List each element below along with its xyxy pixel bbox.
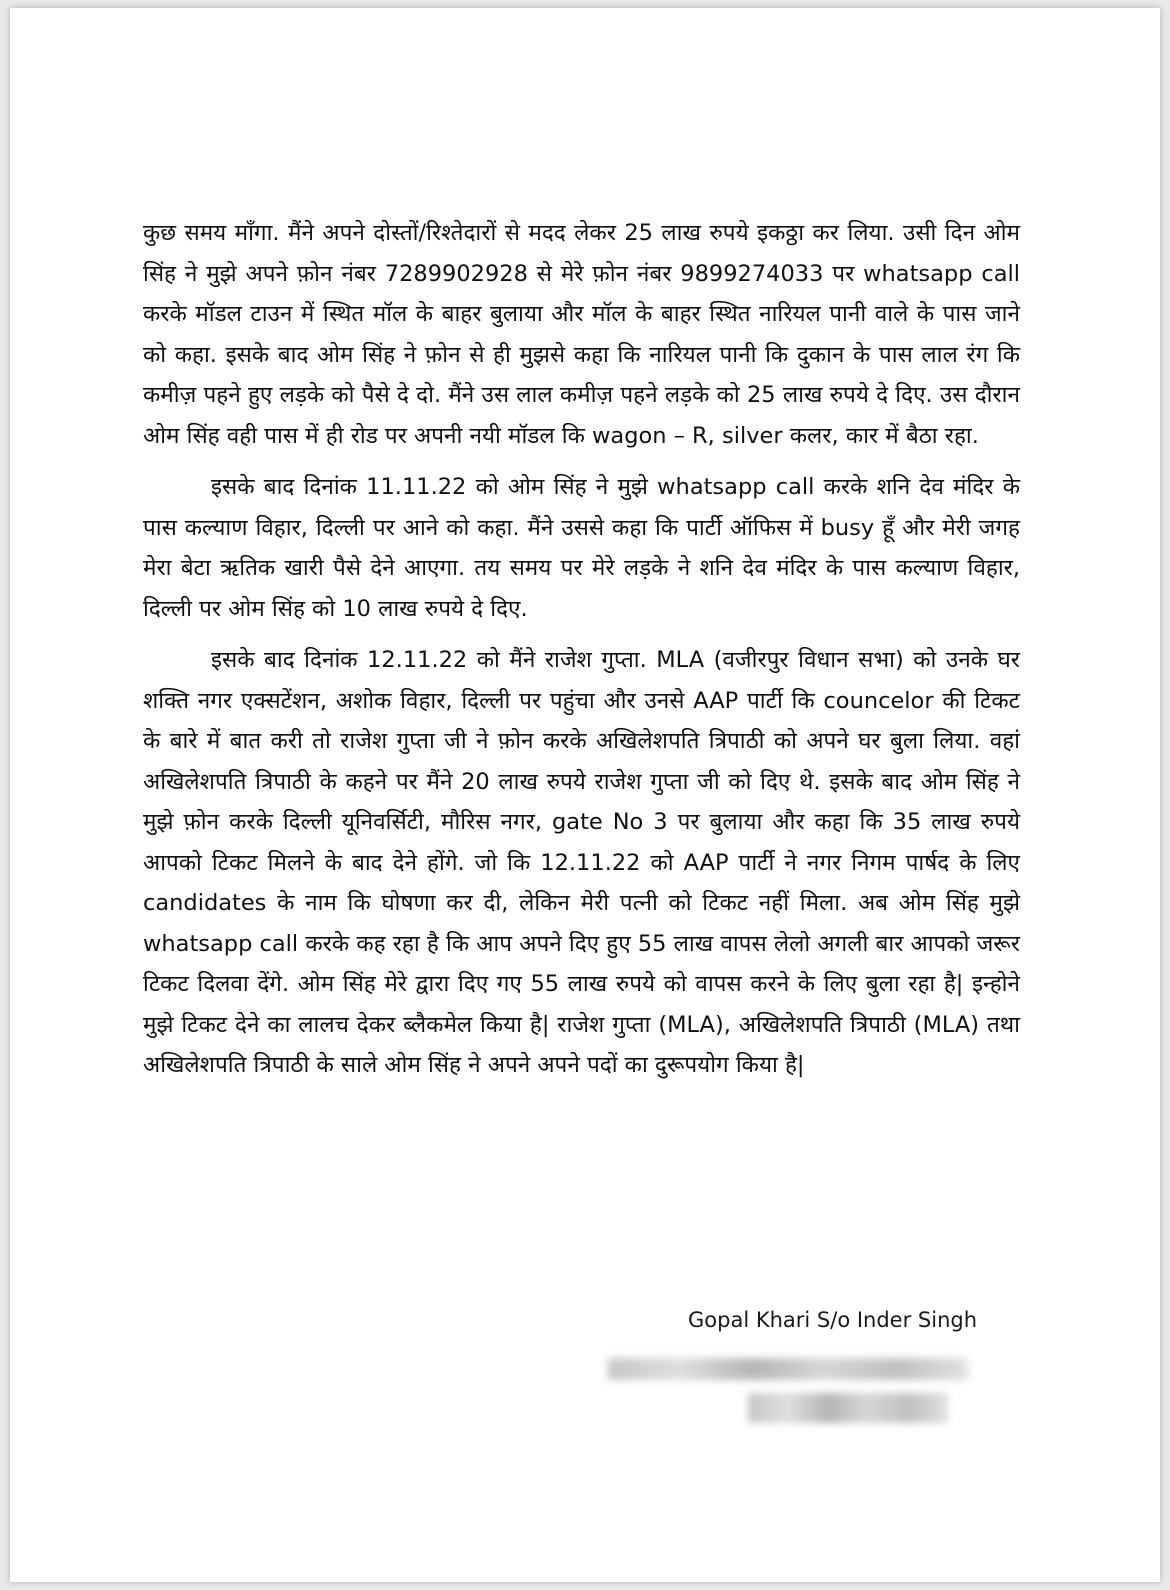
paragraph-2: इसके बाद दिनांक 11.11.22 को ओम सिंह ने मुझे whatsapp call करके शनि देव मंदिर के पास कल्याण विहार, दिल्ली पर आने को कहा. मैंने उससे कहा कि पार्टी ऑफिस में busy हूँ और मेरी जगह मेरा बेटा ऋतिक खारी पैसे देने आएगा. तय समय पर मेरे लड़के ने शनि देव मंदिर के पास कल्याण विहार, दिल्ली पर ओम सिंह को 10 लाख रुपये दे दिए. [143, 474, 1020, 622]
redacted-address-line [608, 1358, 968, 1380]
signature-block [598, 1298, 1018, 1438]
paragraph-1: कुछ समय माँगा. मैंने अपने दोस्तों/रिश्तेदारों से मदद लेकर 25 लाख रुपये इकठ्ठा कर लिया. उसी दिन ओम सिंह ने मुझे अपने फ़ोन नंबर 7289902928 से मेरे फ़ोन नंबर 9899274033 पर whatsapp call करके मॉडल टाउन में स्थित मॉल के बाहर बुलाया और मॉल के बाहर स्थित नारियल पानी वाले के पास जाने को कहा. इसके बाद ओम सिंह ने फ़ोन से ही मुझसे कहा कि नारियल पानी कि दुकान के पास लाल रंग कि कमीज़ पहने हुए लड़के को पैसे दे दो. मैंने उस लाल कमीज़ पहने लड़के को 25 लाख रुपये दे दिए. उस दौरान ओम सिंह वही पास में ही रोड पर अपनी नयी मॉडल कि wagon – R, silver कलर, कार में बैठा रहा. [143, 220, 1020, 449]
letter-body [143, 213, 1020, 1086]
signature-name: Gopal Khari S/o Inder Singh [688, 1308, 978, 1332]
redacted-phone-line [748, 1393, 948, 1423]
paragraph-3: इसके बाद दिनांक 12.11.22 को मैंने राजेश गुप्ता. MLA (वजीरपुर विधान सभा) को उनके घर शक्ति नगर एक्सटेंशन, अशोक विहार, दिल्ली पर पहुंचा और उनसे AAP पार्टी कि councelor की टिकट के बारे में बात करी तो राजेश गुप्ता जी ने फ़ोन करके अखिलेशपति त्रिपाठी को अपने घर बुला लिया. वहां अखिलेशपति त्रिपाठी के कहने पर मैंने 20 लाख रुपये राजेश गुप्ता जी को दिए थे. इसके बाद ओम सिंह ने मुझे फ़ोन करके दिल्ली यूनिवर्सिटी, मौरिस नगर, gate No 3 पर बुलाया और कहा कि 35 लाख रुपये आपको टिकट मिलने के बाद देने होंगे. जो कि 12.11.22 को AAP पार्टी ने नगर निगम पार्षद के लिए candidates के नाम कि घोषणा कर दी, लेकिन मेरी पत्नी को टिकट नहीं मिला. अब ओम सिंह मुझे whatsapp call करके कह रहा है कि आप अपने दिए हुए 55 लाख वापस लेलो अगली बार आपको जरूर टिकट दिलवा देंगे. ओम सिंह मेरे द्वारा दिए गए 55 लाख रुपये को वापस करने के लिए बुला रहा है| इन्होने मुझे टिकट देने का लालच देकर ब्लैकमेल किया है| राजेश गुप्ता (MLA), अखिलेशपति त्रिपाठी (MLA) तथा अखिलेशपति त्रिपाठी के साले ओम सिंह ने अपने अपने पदों का दुरूपयोग किया है| [143, 647, 1020, 1078]
document-page [10, 8, 1160, 1582]
